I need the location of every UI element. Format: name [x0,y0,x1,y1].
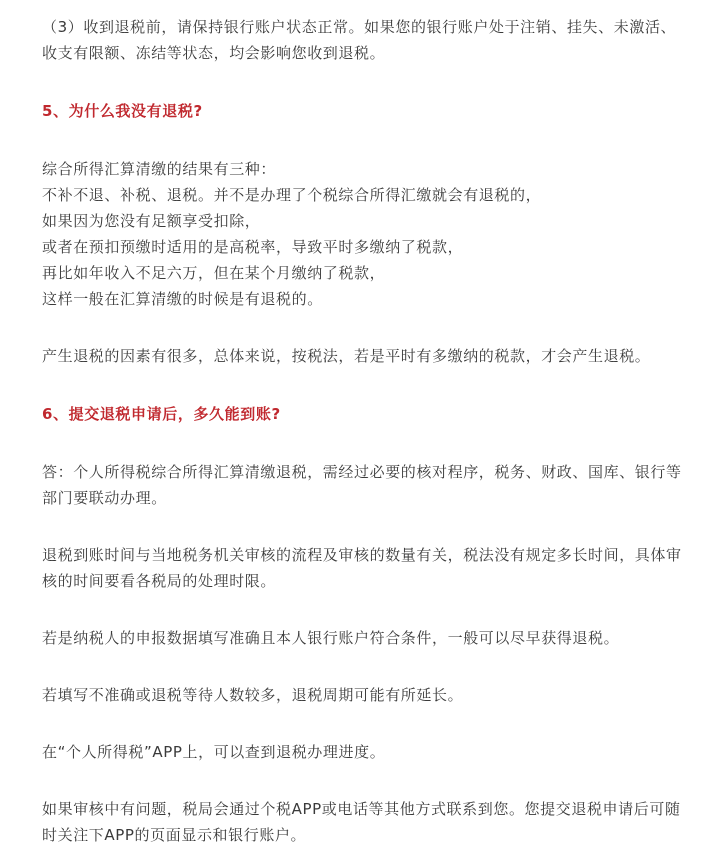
section-heading-6: 6、提交退税申请后，多久能到账? [42,405,281,423]
paragraph-arrival-time: 退税到账时间与当地税务机关审核的流程及审核的数量有关，税法没有规定多长时间，具体审核的时间要看各税局的处理时限。 [42,546,682,590]
text-line: 或者在预扣预缴时适用的是高税率，导致平时多缴纳了税款， [42,238,464,256]
text-line: 不补不退、补税、退税。并不是办理了个税综合所得汇缴就会有退税的， [42,186,542,204]
text-line: 这样一般在汇算清缴的时候是有退税的。 [42,290,323,308]
text-line: 如果因为您没有足额享受扣除， [42,212,261,230]
paragraph-inaccurate: 若填写不准确或退税等待人数较多，退税周期可能有所延长。 [42,686,464,704]
paragraph-accurate: 若是纳税人的申报数据填写准确且本人银行账户符合条件，一般可以尽早获得退税。 [42,629,620,647]
text-line: 综合所得汇算清缴的结果有三种： [42,160,277,178]
paragraph-three-results [42,156,682,312]
paragraph-bank-status: （3）收到退税前，请保持银行账户状态正常。如果您的银行账户处于注销、挂失、未激活、收支有限额、冻结等状态，均会影响您收到退税。 [42,18,677,62]
text-line: 再比如年收入不足六万，但在某个月缴纳了税款， [42,264,386,282]
paragraph-factors: 产生退税的因素有很多，总体来说，按税法，若是平时有多缴纳的税款，才会产生退税。 [42,347,651,365]
paragraph-contact: 如果审核中有问题，税局会通过个税APP或电话等其他方式联系到您。您提交退税申请后可随时关注下APP的页面显示和银行账户。 [42,800,681,844]
section-heading-5: 5、为什么我没有退税? [42,102,203,120]
paragraph-app-query: 在“个人所得税”APP上，可以查到退税办理进度。 [42,743,386,761]
paragraph-answer: 答：个人所得税综合所得汇算清缴退税，需经过必要的核对程序，税务、财政、国库、银行等部门要联动办理。 [42,463,682,507]
